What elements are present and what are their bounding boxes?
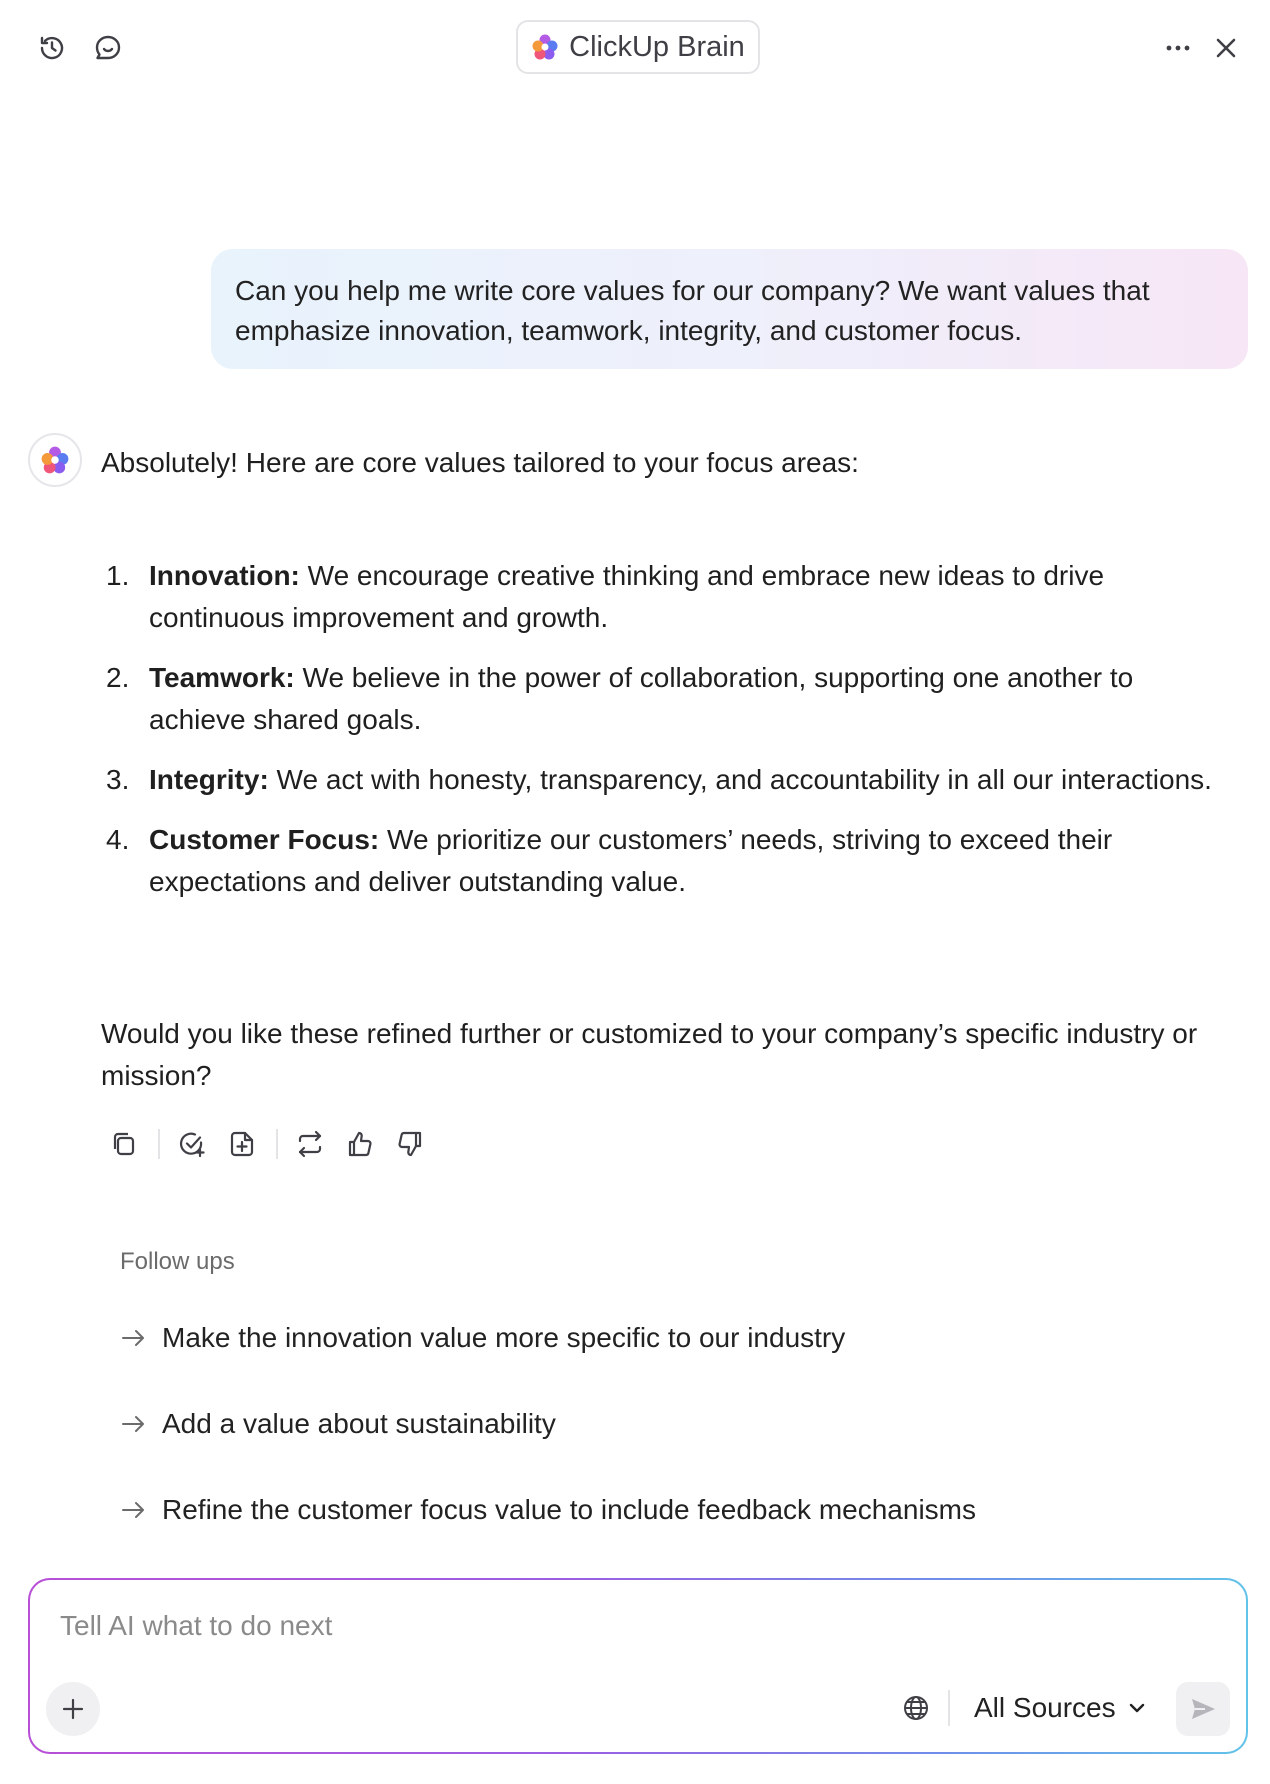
sources-dropdown[interactable] <box>974 1686 1148 1730</box>
regenerate-icon[interactable] <box>290 1124 330 1164</box>
arrow-right-icon <box>118 1495 148 1525</box>
followup-item[interactable] <box>118 1488 976 1532</box>
prompt-input[interactable] <box>60 1604 1160 1648</box>
web-search-toggle[interactable] <box>896 1688 936 1728</box>
list-number: 1. <box>106 560 130 591</box>
arrow-right-icon <box>118 1323 148 1353</box>
toolbar-divider <box>276 1129 278 1159</box>
close-icon[interactable] <box>1206 28 1246 68</box>
arrow-right-icon <box>118 1409 148 1439</box>
followup-text: Refine the customer focus value to include feedback mechanisms <box>162 1494 976 1525</box>
composer-inner <box>30 1580 1246 1752</box>
user-message-bubble: Can you help me write core values for our company? We want values that emphasize innovation, teamwork, integrity, and customer focus. <box>211 249 1248 369</box>
list-number: 2. <box>106 662 130 693</box>
send-icon <box>1188 1694 1218 1724</box>
value-name: Teamwork: <box>149 662 295 693</box>
followup-item[interactable] <box>118 1316 845 1360</box>
ai-intro-text: Absolutely! Here are core values tailored to your focus areas: <box>101 447 859 478</box>
response-action-bar <box>104 1124 440 1164</box>
send-button[interactable] <box>1176 1682 1230 1736</box>
followups-label: Follow ups <box>120 1248 235 1275</box>
brain-title-pill[interactable] <box>516 20 760 74</box>
more-options-icon[interactable] <box>1158 28 1198 68</box>
clickup-brain-logo-icon <box>531 33 559 61</box>
header <box>0 0 1270 96</box>
globe-icon <box>900 1692 932 1724</box>
thumbs-up-icon[interactable] <box>340 1124 380 1164</box>
list-item <box>101 759 1231 801</box>
chevron-down-icon <box>1126 1697 1148 1719</box>
followup-text: Make the innovation value more specific to our industry <box>162 1322 846 1353</box>
create-task-icon[interactable] <box>172 1124 212 1164</box>
sources-label: All Sources <box>974 1692 1116 1723</box>
ai-avatar <box>28 433 82 487</box>
list-number: 4. <box>106 824 130 855</box>
list-number: 3. <box>106 764 130 795</box>
copy-icon[interactable] <box>104 1124 144 1164</box>
value-name: Integrity: <box>149 764 269 795</box>
list-item <box>101 555 1231 639</box>
clickup-brain-avatar-icon <box>40 445 70 475</box>
value-description: We act with honesty, transparency, and accountability in all our interactions. <box>268 764 1212 795</box>
core-values-list <box>101 555 1231 921</box>
list-item <box>101 657 1231 741</box>
value-name: Innovation: <box>149 560 300 591</box>
followup-text: Add a value about sustainability <box>162 1408 556 1439</box>
value-description: We encourage creative thinking and embrace new ideas to drive continuous improvement and growth. <box>149 560 1105 633</box>
value-description: We believe in the power of collaboration, supporting one another to achieve shared goals. <box>149 662 1134 735</box>
add-attachment-button[interactable] <box>46 1682 100 1736</box>
ai-closing-question: Would you like these refined further or customized to your company’s specific industry or mission? <box>101 1018 1198 1091</box>
new-chat-icon[interactable] <box>88 28 128 68</box>
composer <box>28 1578 1248 1754</box>
list-item <box>101 819 1231 903</box>
composer-divider <box>948 1690 950 1726</box>
followup-item[interactable] <box>118 1402 556 1446</box>
history-icon[interactable] <box>32 28 72 68</box>
toolbar-divider <box>158 1129 160 1159</box>
value-name: Customer Focus: <box>149 824 380 855</box>
page-title: ClickUp Brain <box>569 30 745 63</box>
value-description: We prioritize our customers’ needs, striving to exceed their expectations and deliver outstanding value. <box>149 824 1113 897</box>
add-to-doc-icon[interactable] <box>222 1124 262 1164</box>
thumbs-down-icon[interactable] <box>390 1124 430 1164</box>
plus-icon <box>60 1696 86 1722</box>
